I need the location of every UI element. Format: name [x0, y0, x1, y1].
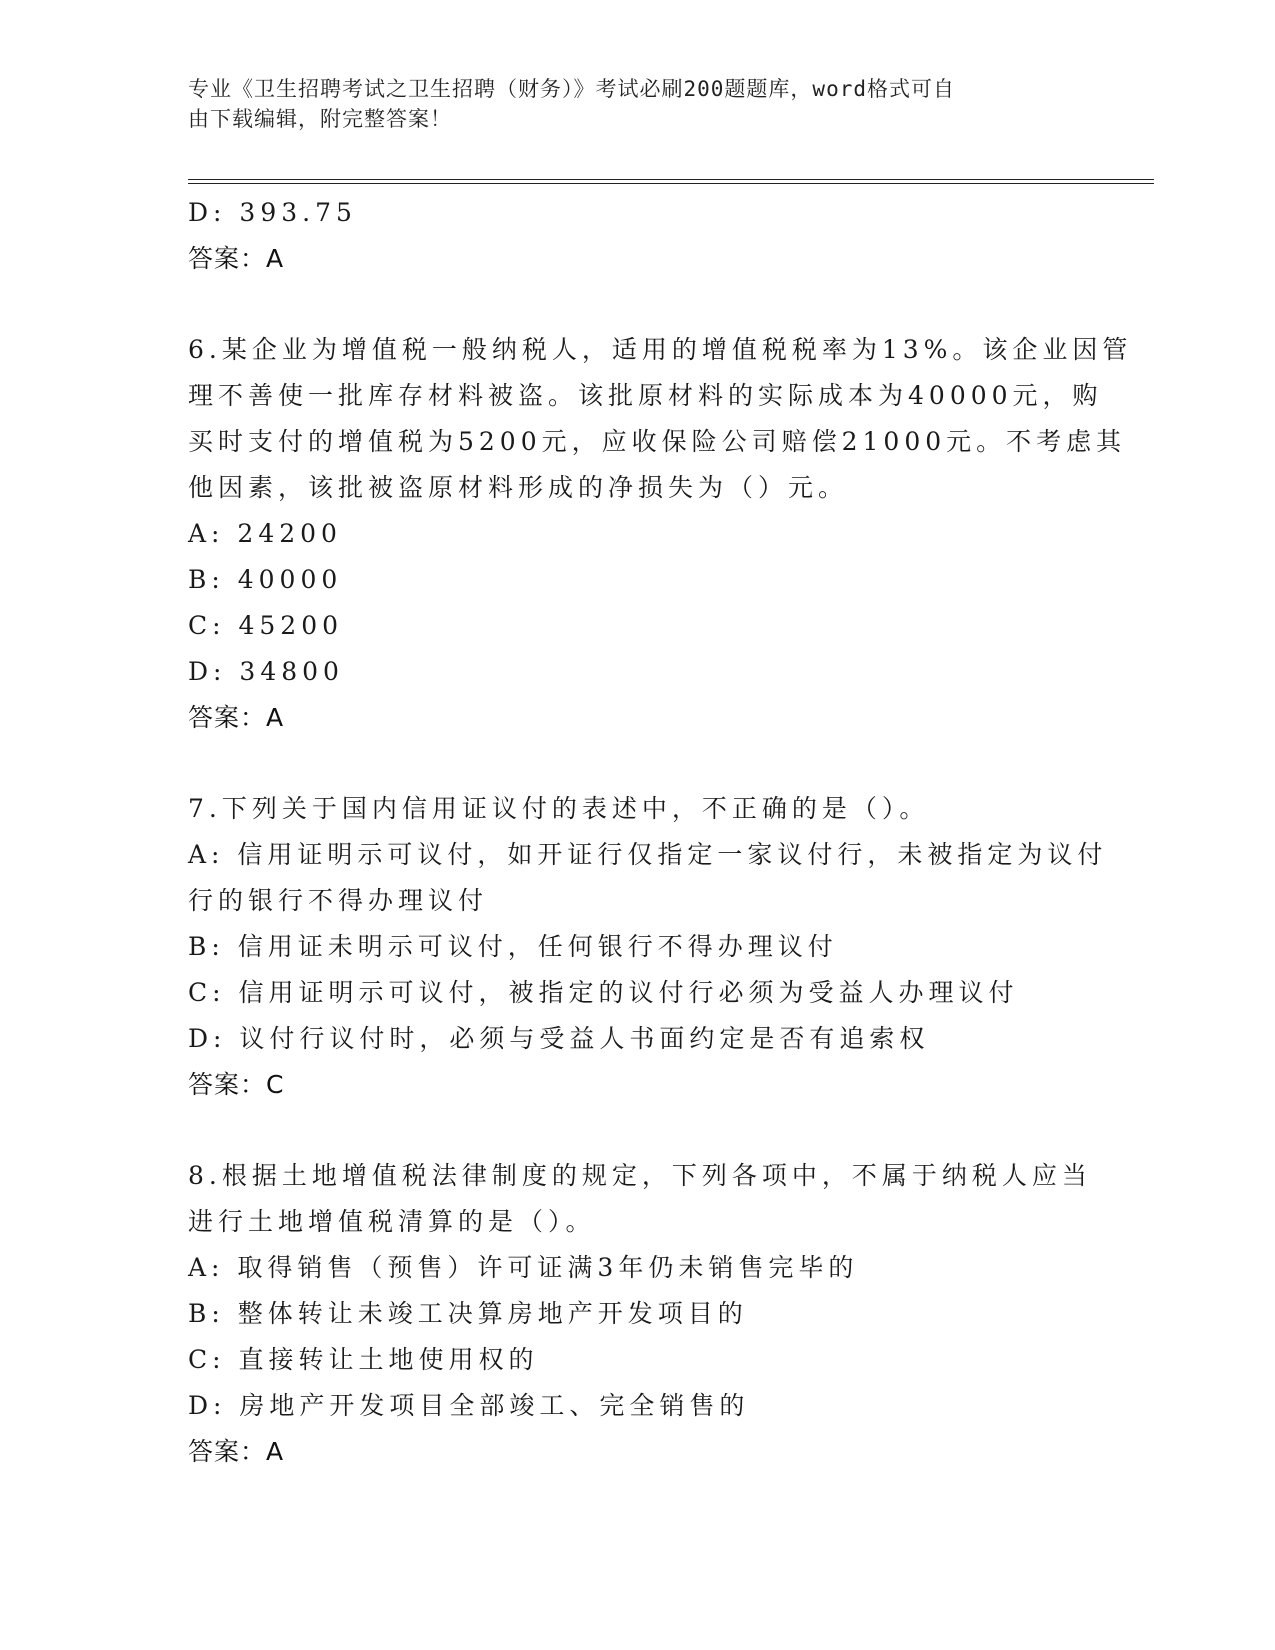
spacer — [188, 741, 1088, 786]
spacer — [188, 282, 1088, 327]
option-d: D: 房地产开发项目全部竣工、完全销售的 — [188, 1391, 750, 1420]
option-a: A: 取得销售（预售）许可证满3年仍未销售完毕的 — [188, 1253, 859, 1282]
header-line-2: 由下载编辑，附完整答案！ — [188, 107, 452, 131]
question-list — [188, 190, 1133, 1475]
answer-label: 答案：C — [188, 1070, 285, 1099]
document-header — [188, 74, 1068, 134]
stem-line: 进行土地增值税清算的是（）。 — [188, 1207, 596, 1236]
option-b: B: 整体转让未竣工决算房地产开发项目的 — [188, 1299, 748, 1328]
header-rule-bottom — [188, 183, 1154, 184]
question-stem — [188, 1153, 1092, 1245]
question-stem — [188, 327, 1133, 511]
question-8 — [188, 1153, 1092, 1475]
header-rule-top — [188, 179, 1154, 180]
option-b: B: 信用证未明示可议付，任何银行不得办理议付 — [188, 932, 838, 961]
option-a-continued: 行的银行不得办理议付 — [188, 886, 489, 915]
stem-line: 理不善使一批库存材料被盗。该批原材料的实际成本为40000元，购 — [188, 381, 1103, 410]
option-d: D: 议付行议付时，必须与受益人书面约定是否有追索权 — [188, 1024, 930, 1053]
question-7 — [188, 786, 1108, 1108]
option-c: C: 信用证明示可议付，被指定的议付行必须为受益人办理议付 — [188, 978, 1019, 1007]
header-line-1: 专业《卫生招聘考试之卫生招聘（财务）》考试必刷200题题库，word格式可自 — [188, 77, 955, 101]
stem-line: 6.某企业为增值税一般纳税人，适用的增值税税率为13%。该企业因管 — [188, 335, 1133, 364]
answer-label: 答案：A — [188, 244, 285, 273]
question-stem — [188, 786, 1088, 832]
option-c: C: 45200 — [188, 611, 344, 640]
option-d: D: 34800 — [188, 657, 344, 686]
question-5-tail — [188, 190, 1088, 282]
option-a: A: 24200 — [188, 519, 342, 548]
option-b: B: 40000 — [188, 565, 343, 594]
stem-line: 8.根据土地增值税法律制度的规定，下列各项中，不属于纳税人应当 — [188, 1161, 1092, 1190]
stem-line: 7.下列关于国内信用证议付的表述中，不正确的是（）。 — [188, 794, 930, 823]
question-6 — [188, 327, 1133, 741]
spacer — [188, 1108, 1088, 1153]
stem-line: 他因素，该批被盗原材料形成的净损失为（）元。 — [188, 473, 849, 502]
stem-line: 买时支付的增值税为5200元，应收保险公司赔偿21000元。不考虑其 — [188, 427, 1127, 456]
answer-label: 答案：A — [188, 703, 285, 732]
option-c: C: 直接转让土地使用权的 — [188, 1345, 539, 1374]
option-a: A: 信用证明示可议付，如开证行仅指定一家议付行，未被指定为议付 — [188, 840, 1108, 869]
answer-label: 答案：A — [188, 1437, 285, 1466]
option-d: D: 393.75 — [188, 198, 357, 227]
